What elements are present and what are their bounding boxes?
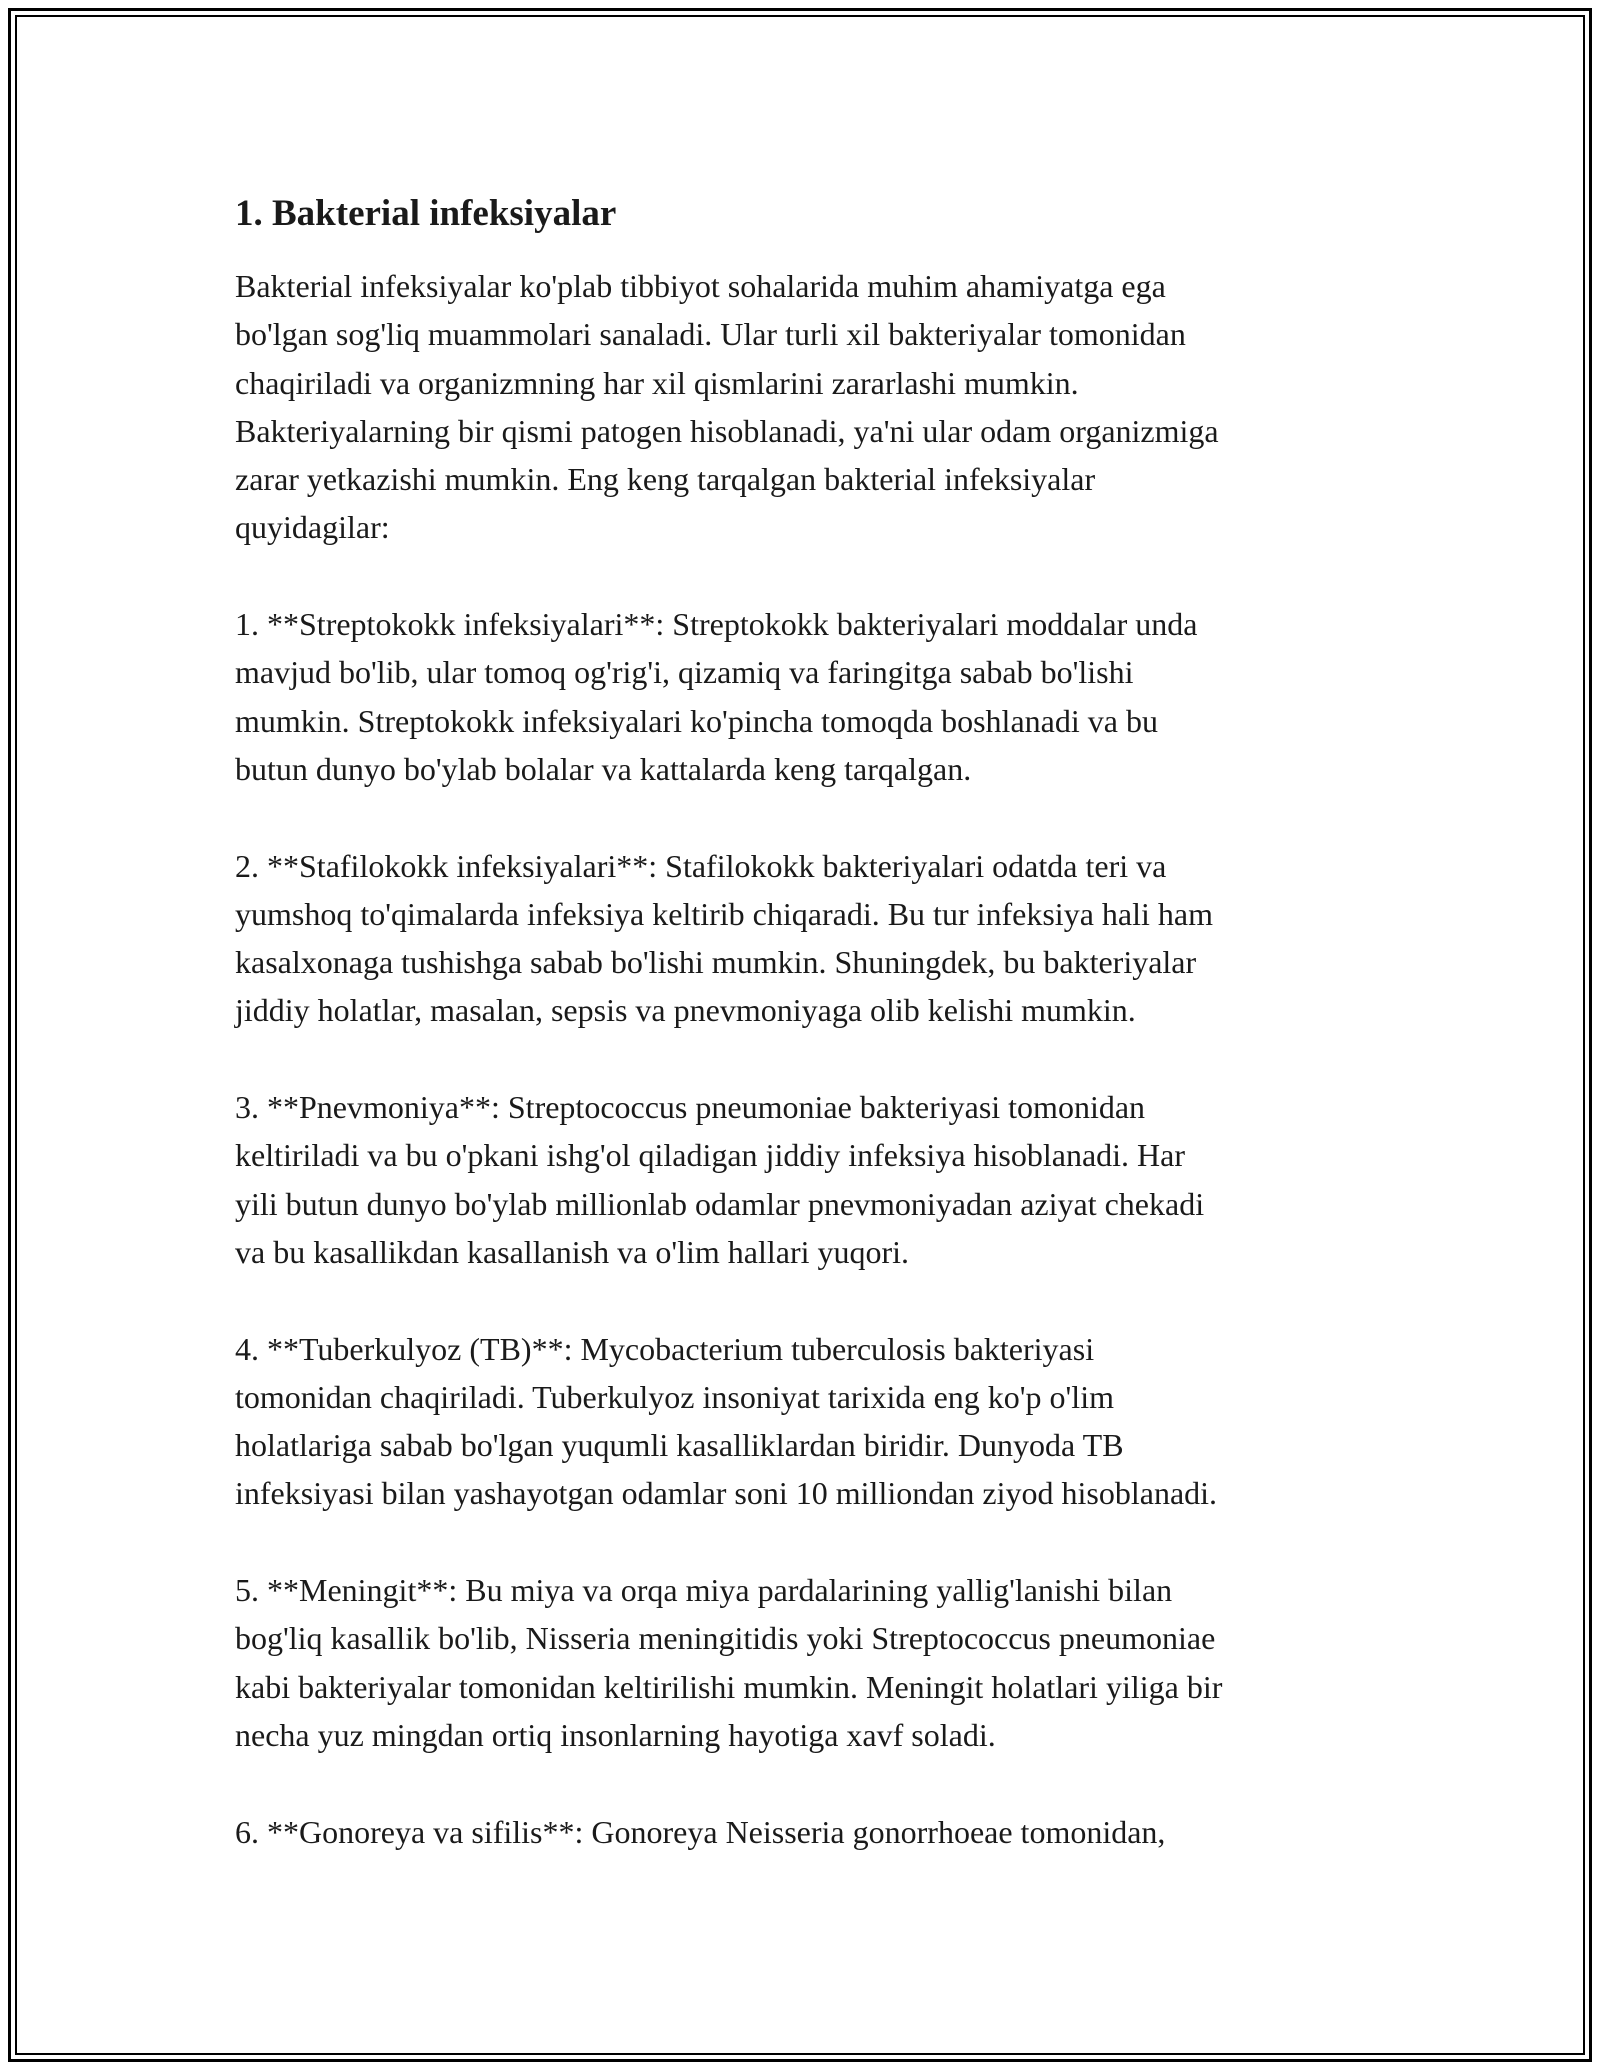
list-item-pnevmoniya: 3. **Pnevmoniya**: Streptococcus pneumoniae bakteriyasi tomonidan keltiriladi va bu o'pkani ishg'ol qiladigan jiddiy infeksiya hisoblanadi. Har yili butun dunyo bo'ylab millionlab odamlar pnevmoniyadan aziyat chekadi va bu kasallikdan kasallanish va o'lim hallari yuqori. [235, 1089, 1205, 1270]
list-item-streptokokk: 1. **Streptokokk infeksiyalari**: Streptokokk bakteriyalari moddalar unda mavjud bo'lib, ular tomoq og'rig'i, qizamiq va faringitga sabab bo'lishi mumkin. Streptokokk infeksiyalari ko'pincha tomoqda boshlanadi va bu butun dunyo bo'ylab bolalar va kattalarda keng tarqalgan. [235, 606, 1198, 787]
list-item-tuberkulyoz: 4. **Tuberkulyoz (TB)**: Mycobacterium tuberculosis bakteriyasi tomonidan chaqiriladi. Tuberkulyoz insoniyat tarixida eng ko'p o'lim holatlariga sabab bo'lgan yuqumli kasalliklardan biridir. Dunyoda TB infeksiyasi bilan yashayotgan odamlar soni 10 milliondan ziyod hisoblanadi. [235, 1330, 1218, 1512]
list-item-meningit: 5. **Meningit**: Bu miya va orqa miya pardalarining yallig'lanishi bilan bog'liq kasallik bo'lib, Nisseria meningitidis yoki Streptococcus pneumoniae kabi bakteriyalar tomonidan keltirilishi mumkin. Meningit holatlari yiliga bir necha yuz mingdan ortiq insonlarning hayotiga xavf soladi. [235, 1572, 1223, 1753]
list-item-gonoreya: 6. **Gonoreya va sifilis**: Gonoreya Neisseria gonorrhoeae tomonidan, [235, 1813, 1166, 1850]
document-body [235, 190, 1375, 1856]
intro-paragraph: Bakterial infeksiyalar ko'plab tibbiyot sohalarida muhim ahamiyatga ega bo'lgan sog'liq muammolari sanaladi. Ular turli xil bakteriyalar tomonidan chaqiriladi va organizmning har xil qismlarini zararlashi mumkin. Bakteriyalarning bir qismi patogen hisoblanadi, ya'ni ular odam organizmiga zarar yetkazishi mumkin. Eng keng tarqalgan bakterial infeksiyalar quyidagilar: [235, 268, 1219, 546]
document-title: 1. Bakterial infeksiyalar [235, 193, 617, 234]
list-item-stafilokokk: 2. **Stafilokokk infeksiyalari**: Stafilokokk bakteriyalari odatda teri va yumshoq to'qimalarda infeksiya keltirib chiqaradi. Bu tur infeksiya hali ham kasalxonaga tushishga sabab bo'lishi mumkin. Shuningdek, bu bakteriyalar jiddiy holatlar, masalan, sepsis va pnevmoniyaga olib kelishi mumkin. [235, 847, 1213, 1029]
